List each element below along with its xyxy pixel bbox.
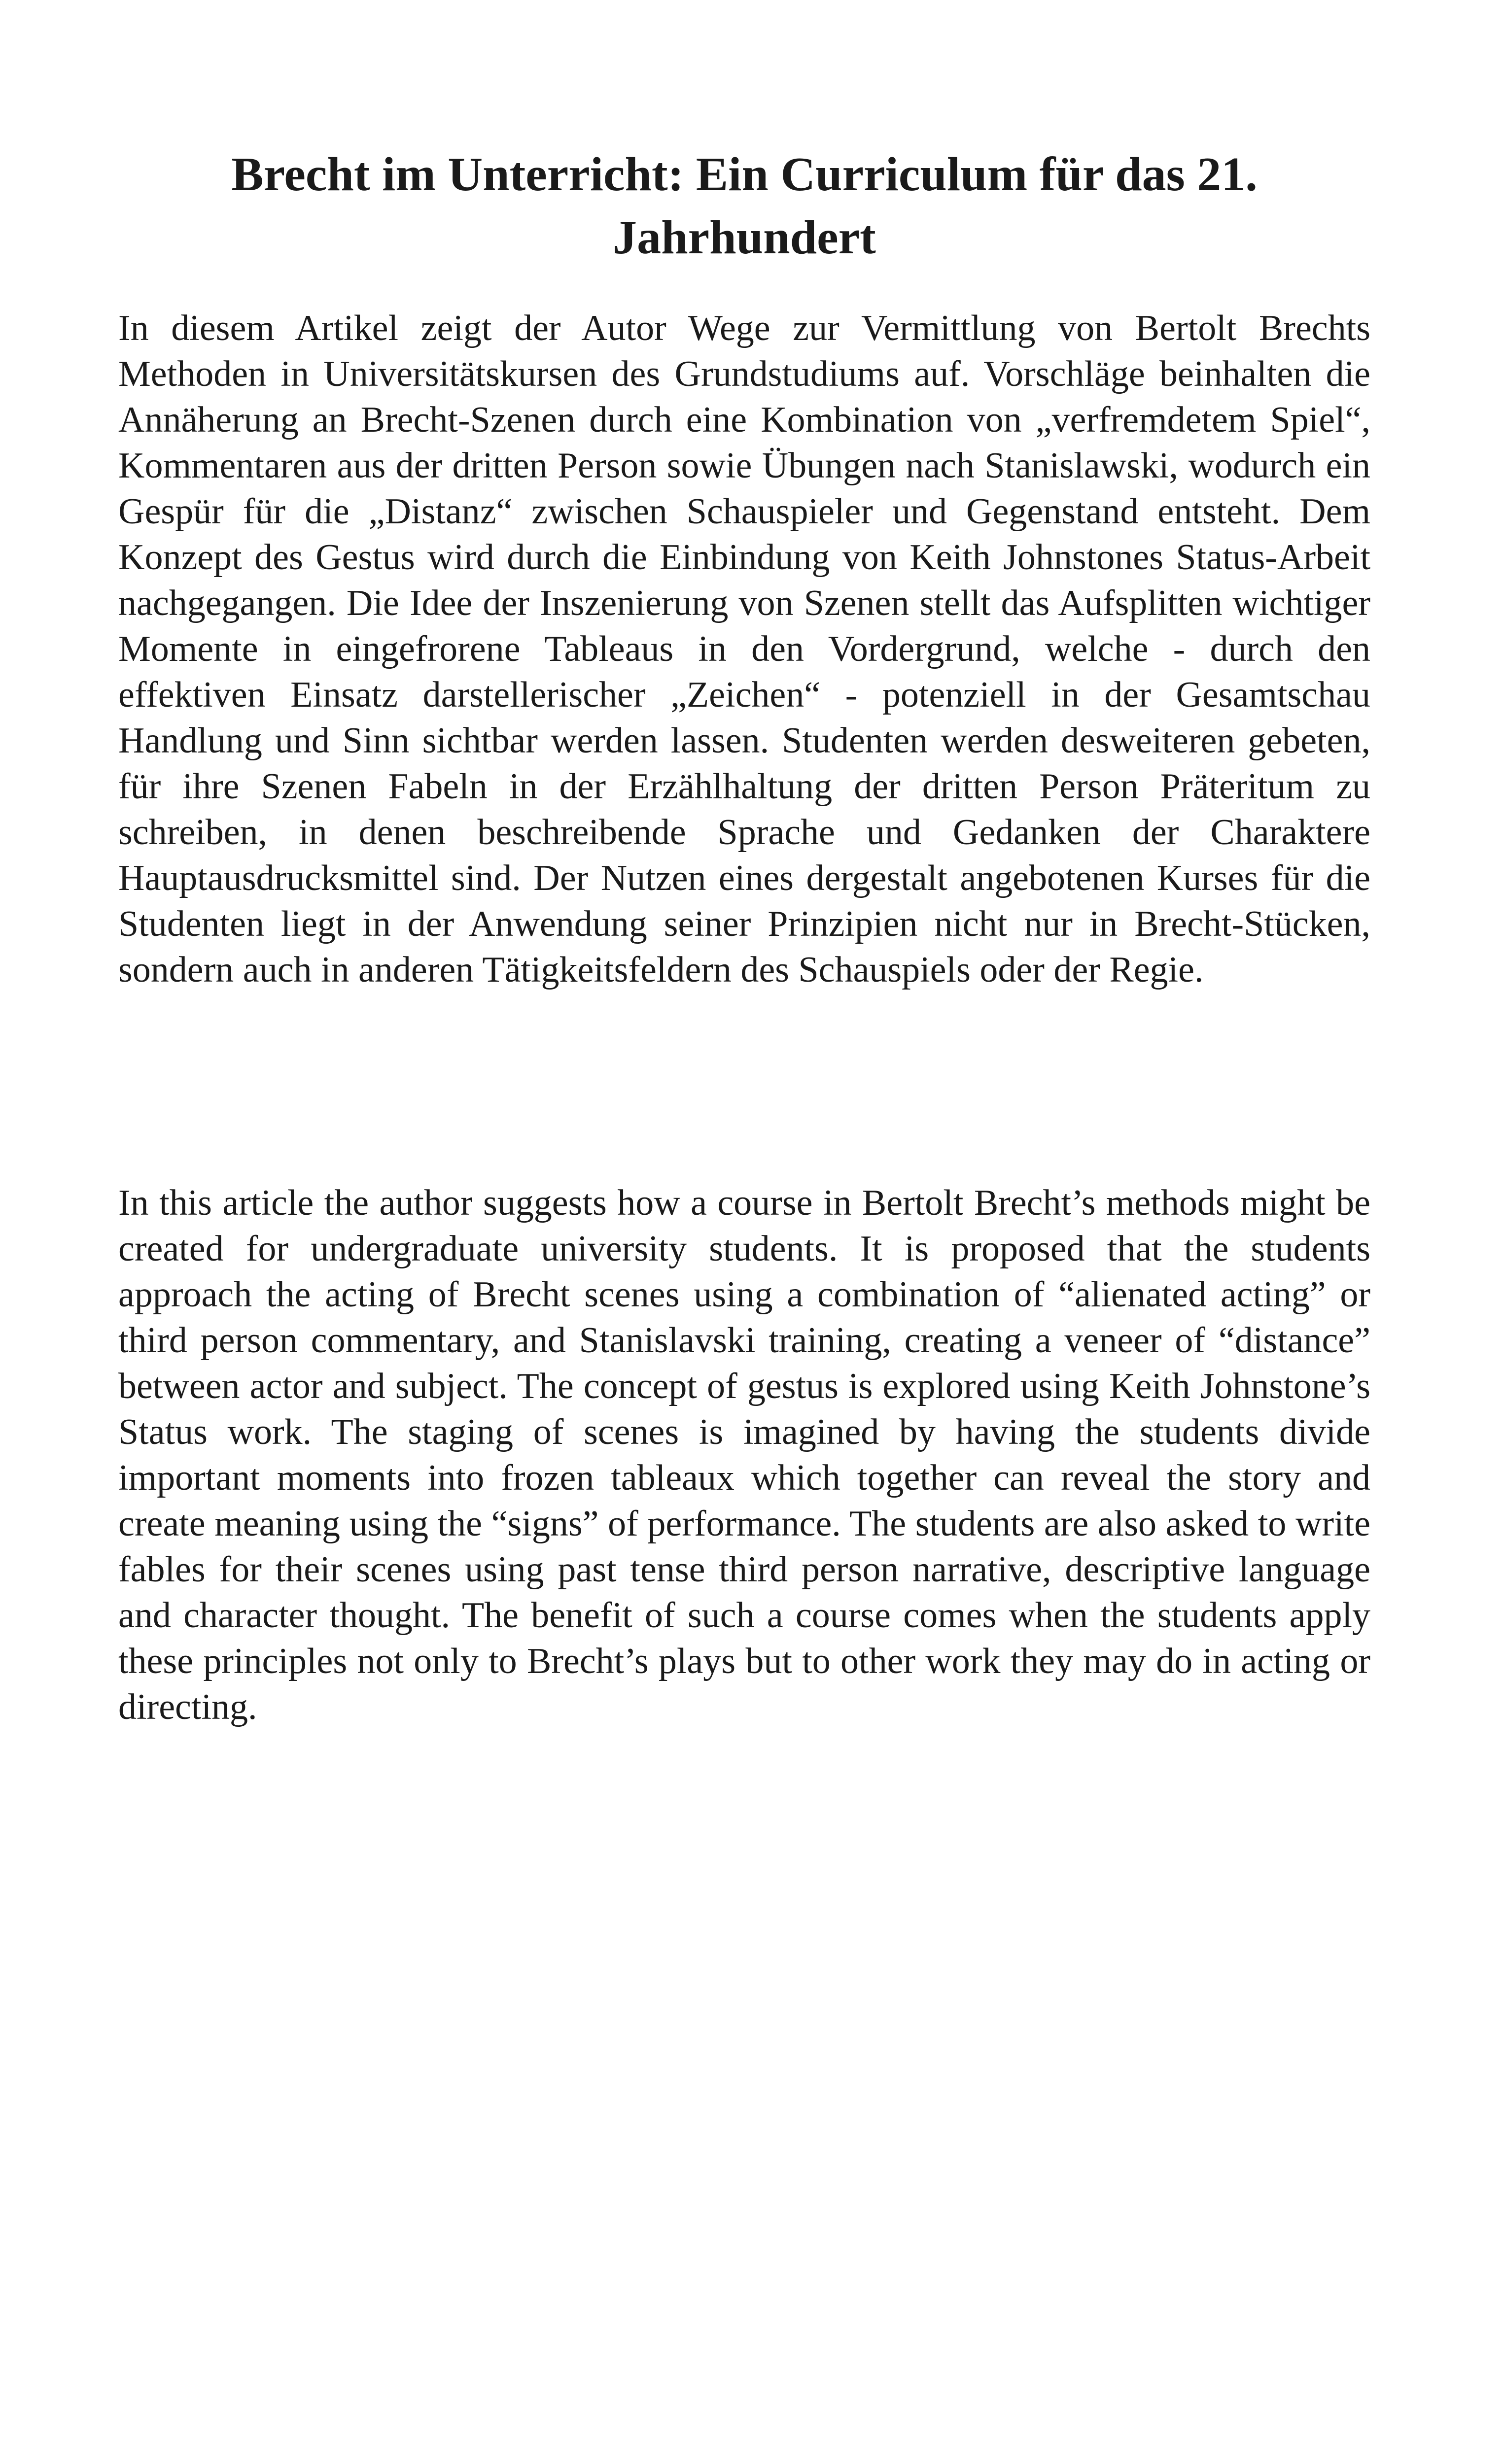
abstract-english: In this article the author suggests how a course in Bertolt Brecht’s methods might be created for undergraduate university students. It is proposed that the students approach the acting of Brecht scenes using a combination of “alienated acting” or third person commentary, and Stanislavski training, creating a veneer of “distance” between actor and subject. The concept of gestus is explored using Keith Johnstone’s Status work. The staging of scenes is imagined by having the students divide important moments into frozen tableaux which together can reveal the story and create meaning using the “signs” of performance. The students are also asked to write fables for their scenes using past tense third person narrative, descriptive language and character thought. The benefit of such a course comes when the students apply these principles not only to Brecht’s plays but to other work they may do in acting or directing. [118,1183,1370,1727]
abstract-german: In diesem Artikel zeigt der Autor Wege zur Vermittlung von Bertolt Brechts Methoden in Universitätskursen des Grundstudiums auf. Vorschläge beinhalten die Annäherung an Brecht-Szenen durch eine Kombination von „verfremdetem Spiel“, Kommentaren aus der dritten Person sowie Übungen nach Stanislawski, wodurch ein Gespür für die „Distanz“ zwischen Schauspieler und Gegenstand entsteht. Dem Konzept des Gestus wird durch die Einbindung von Keith Johnstones Status-Arbeit nachgegangen. Die Idee der Inszenierung von Szenen stellt das Aufsplitten wichtiger Momente in eingefrorene Tableaus in den Vordergrund, welche - durch den effektiven Einsatz darstellerischer „Zeichen“ - potenziell in der Gesamtschau Handlung und Sinn sichtbar werden lassen. Studenten werden desweiteren gebeten, für ihre Szenen Fabeln in der Erzählhaltung der dritten Person Präteritum zu schreiben, in denen beschreibende Sprache und Gedanken der Charaktere Hauptausdrucksmittel sind. Der Nutzen eines dergestalt angebotenen Kurses für die Studenten liegt in der Anwendung seiner Prinzipien nicht nur in Brecht-Stücken, sondern auch in anderen Tätigkeitsfeldern des Schauspiels oder der Regie. [118,308,1370,990]
page-title: Brecht im Unterricht: Ein Curriculum für das 21. Jahrhundert [231,148,1258,264]
